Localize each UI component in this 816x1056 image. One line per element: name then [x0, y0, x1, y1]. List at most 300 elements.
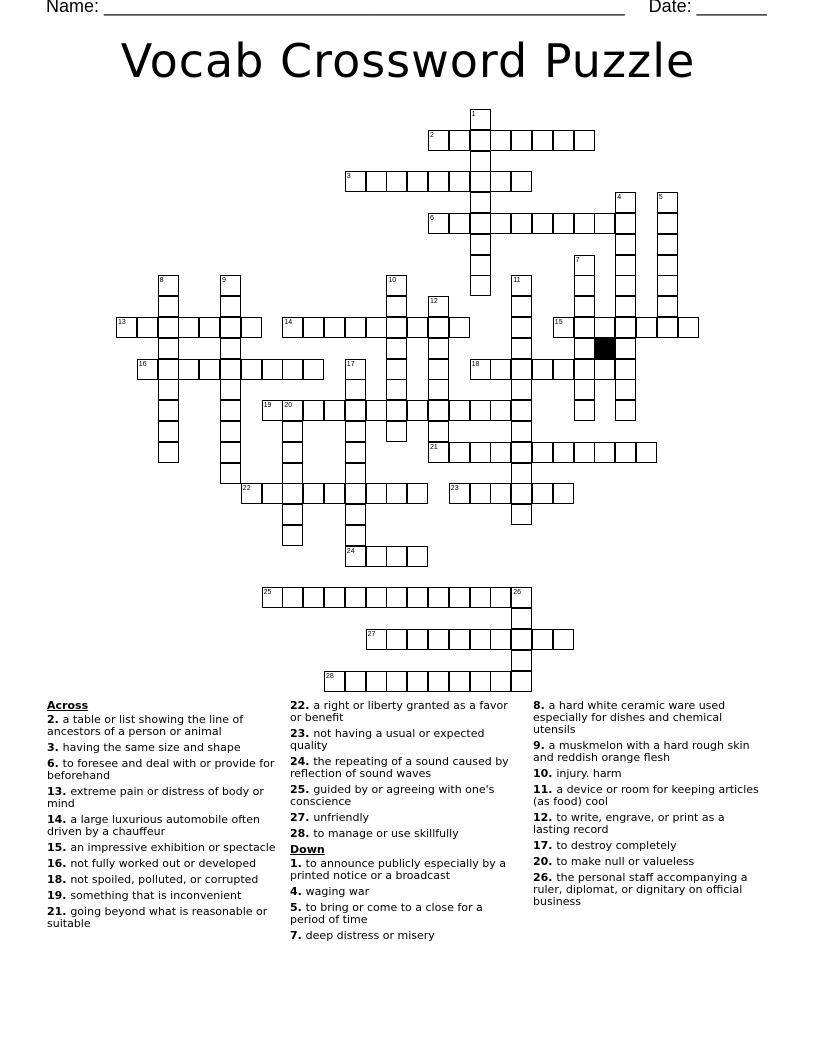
clue-text: a right or liberty granted as a favor or benefit — [290, 699, 508, 724]
grid-cell[interactable] — [220, 338, 241, 359]
grid-cell[interactable] — [303, 359, 324, 380]
grid-cell[interactable] — [345, 587, 366, 608]
grid-cell[interactable] — [386, 171, 407, 192]
grid-cell[interactable] — [324, 483, 345, 504]
grid-cell[interactable] — [470, 109, 491, 130]
clue-text: having the same size and shape — [62, 741, 241, 754]
grid-cell[interactable] — [386, 338, 407, 359]
grid-cell[interactable] — [657, 275, 678, 296]
grid-cell[interactable] — [657, 255, 678, 276]
clue-number: 24. — [290, 755, 314, 768]
clue-number: 25. — [290, 783, 314, 796]
grid-cell[interactable] — [449, 442, 470, 463]
grid-cell[interactable] — [470, 275, 491, 296]
clue-item — [290, 812, 520, 824]
grid-cell[interactable] — [220, 421, 241, 442]
clue-number-7: 7 — [575, 256, 580, 264]
grid-cell[interactable] — [449, 587, 470, 608]
grid-cell[interactable] — [345, 525, 366, 546]
clue-item — [290, 930, 520, 942]
grid-cell[interactable] — [574, 317, 595, 338]
grid-cell[interactable] — [511, 650, 532, 671]
grid-cell[interactable] — [490, 171, 511, 192]
grid-cell[interactable] — [594, 442, 615, 463]
grid-cell[interactable] — [324, 317, 345, 338]
grid-cell[interactable] — [345, 483, 366, 504]
grid-cell[interactable] — [470, 400, 491, 421]
grid-cell[interactable] — [615, 338, 636, 359]
grid-cell[interactable] — [386, 275, 407, 296]
grid-cell[interactable] — [366, 671, 387, 692]
grid-cell[interactable] — [386, 629, 407, 650]
grid-cell[interactable] — [116, 317, 137, 338]
grid-cell[interactable] — [657, 317, 678, 338]
grid-cell[interactable] — [657, 296, 678, 317]
clue-number: 13. — [47, 785, 71, 798]
grid-cell[interactable] — [386, 421, 407, 442]
grid-cell[interactable] — [511, 338, 532, 359]
grid-cell[interactable] — [220, 275, 241, 296]
grid-cell[interactable] — [345, 463, 366, 484]
clue-item — [290, 784, 520, 808]
grid-cell[interactable] — [158, 296, 179, 317]
grid-cell[interactable] — [657, 234, 678, 255]
grid-cell[interactable] — [407, 587, 428, 608]
grid-cell[interactable] — [282, 463, 303, 484]
clue-number-9: 9 — [222, 277, 226, 285]
grid-cell[interactable] — [282, 483, 303, 504]
grid-cell[interactable] — [511, 442, 532, 463]
grid-cell[interactable] — [220, 359, 241, 380]
grid-cell[interactable] — [636, 442, 657, 463]
grid-cell[interactable] — [574, 296, 595, 317]
grid-cell[interactable] — [282, 317, 303, 338]
grid-cell[interactable] — [511, 421, 532, 442]
grid-cell[interactable] — [220, 317, 241, 338]
grid-cell[interactable] — [511, 379, 532, 400]
grid-cell[interactable] — [532, 483, 553, 504]
clue-number: 16. — [47, 857, 71, 870]
clue-text: to make null or valueless — [556, 855, 695, 868]
grid-cell[interactable] — [574, 130, 595, 151]
grid-cell[interactable] — [386, 483, 407, 504]
grid-cell[interactable] — [470, 442, 491, 463]
grid-cell[interactable] — [386, 379, 407, 400]
grid-cell[interactable] — [615, 317, 636, 338]
date-label: Date: — [648, 0, 692, 16]
clue-text: unfriendly — [313, 811, 370, 824]
grid-cell[interactable] — [220, 442, 241, 463]
grid-cell[interactable] — [553, 130, 574, 151]
grid-cell[interactable] — [158, 400, 179, 421]
grid-cell[interactable] — [428, 359, 449, 380]
clue-number-21: 21 — [430, 443, 438, 451]
grid-cell[interactable] — [366, 587, 387, 608]
grid-cell[interactable] — [345, 442, 366, 463]
clue-number: 7. — [290, 929, 306, 942]
grid-cell[interactable] — [324, 400, 345, 421]
clue-text: not having a usual or expected quality — [290, 727, 485, 752]
grid-cell[interactable] — [511, 275, 532, 296]
clue-number-1: 1 — [471, 111, 476, 118]
grid-cell[interactable] — [490, 442, 511, 463]
grid-cell[interactable] — [220, 296, 241, 317]
grid-cell[interactable] — [470, 171, 491, 192]
clue-number-20: 20 — [284, 402, 293, 410]
grid-cell[interactable] — [158, 317, 179, 338]
clue-number-22: 22 — [242, 485, 251, 493]
grid-cell[interactable] — [428, 296, 449, 317]
clue-number: 28. — [290, 827, 314, 840]
grid-cell[interactable] — [345, 400, 366, 421]
clue-text: the personal staff accompanying a ruler, diplomat, or dignitary on official business — [533, 871, 748, 908]
clue-number-3: 3 — [346, 173, 351, 181]
grid-cell[interactable] — [511, 608, 532, 629]
grid-cell[interactable] — [199, 359, 220, 380]
clue-text: the repeating of a sound caused by reflection of sound waves — [290, 755, 509, 780]
grid-cell[interactable] — [428, 629, 449, 650]
clue-number: 23. — [290, 727, 314, 740]
clue-text: extreme pain or distress of body or mind — [47, 785, 264, 810]
grid-cell[interactable] — [303, 400, 324, 421]
clue-text: not fully worked out or developed — [70, 857, 257, 870]
clue-number: 22. — [290, 699, 314, 712]
grid-cell[interactable] — [574, 379, 595, 400]
grid-cell[interactable] — [386, 317, 407, 338]
clue-number: 12. — [533, 811, 557, 824]
clue-text: waging war — [305, 885, 370, 898]
clue-number: 27. — [290, 811, 314, 824]
clue-number: 11. — [533, 783, 557, 796]
clue-number: 26. — [533, 871, 557, 884]
grid-cell[interactable] — [366, 546, 387, 567]
grid-cell[interactable] — [220, 400, 241, 421]
grid-cell[interactable] — [490, 483, 511, 504]
grid-cell[interactable] — [553, 317, 574, 338]
grid-cell[interactable] — [449, 400, 470, 421]
grid-cell[interactable] — [511, 587, 532, 608]
grid-cell[interactable] — [574, 255, 595, 276]
grid-cell[interactable] — [386, 400, 407, 421]
grid-cell[interactable] — [428, 130, 449, 151]
clue-item — [47, 906, 277, 930]
grid-cell[interactable] — [449, 483, 470, 504]
clue-item — [47, 786, 277, 810]
grid-cell[interactable] — [490, 213, 511, 234]
grid-cell[interactable] — [470, 483, 491, 504]
grid-cell[interactable] — [303, 317, 324, 338]
grid-cell[interactable] — [282, 504, 303, 525]
grid-cell[interactable] — [282, 400, 303, 421]
grid-cell[interactable] — [428, 379, 449, 400]
grid-cell[interactable] — [158, 275, 179, 296]
clue-item — [47, 714, 277, 738]
grid-cell[interactable] — [574, 442, 595, 463]
clue-number-28: 28 — [326, 672, 334, 680]
grid-cell[interactable] — [178, 317, 199, 338]
grid-cell[interactable] — [511, 213, 532, 234]
clues-column-3 — [533, 700, 763, 912]
clue-text: a large luxurious automobile often driven by a chauffeur — [47, 813, 260, 838]
clue-number-14: 14 — [284, 319, 293, 326]
grid-cell[interactable] — [511, 130, 532, 151]
grid-cell[interactable] — [532, 130, 553, 151]
grid-cell[interactable] — [657, 192, 678, 213]
grid-cell[interactable] — [511, 483, 532, 504]
grid-cell[interactable] — [178, 359, 199, 380]
grid-cell[interactable] — [220, 463, 241, 484]
grid-cell[interactable] — [615, 213, 636, 234]
grid-cell[interactable] — [490, 400, 511, 421]
grid-cell[interactable] — [532, 213, 553, 234]
clue-text: to announce publicly especially by a printed notice or a broadcast — [290, 857, 506, 882]
clue-number: 19. — [47, 889, 71, 902]
grid-cell[interactable] — [407, 629, 428, 650]
grid-cell[interactable] — [615, 192, 636, 213]
clue-number-15: 15 — [554, 319, 563, 326]
grid-cell[interactable] — [137, 359, 158, 380]
clue-item — [290, 756, 520, 780]
grid-cell[interactable] — [470, 130, 491, 151]
grid-cell[interactable] — [324, 587, 345, 608]
clue-number-6: 6 — [430, 215, 434, 222]
grid-cell[interactable] — [449, 213, 470, 234]
clue-number-4: 4 — [617, 194, 622, 202]
grid-cell[interactable] — [615, 359, 636, 380]
grid-cell[interactable] — [532, 359, 553, 380]
grid-cell[interactable] — [470, 629, 491, 650]
clue-text: deep distress or misery — [305, 929, 435, 942]
grid-cell[interactable] — [449, 171, 470, 192]
grid-cell[interactable] — [470, 213, 491, 234]
grid-cell[interactable] — [345, 421, 366, 442]
clue-item — [533, 700, 763, 736]
grid-cell[interactable] — [303, 483, 324, 504]
grid-cell[interactable] — [636, 317, 657, 338]
clue-number: 8. — [533, 699, 549, 712]
grid-cell[interactable] — [678, 317, 699, 338]
clue-text: to manage or use skillfully — [313, 827, 459, 840]
grid-cell[interactable] — [615, 379, 636, 400]
grid-cell[interactable] — [511, 171, 532, 192]
grid-cell[interactable] — [553, 483, 574, 504]
grid-cell[interactable] — [615, 234, 636, 255]
grid-cell[interactable] — [324, 671, 345, 692]
grid-cell[interactable] — [553, 442, 574, 463]
grid-cell[interactable] — [449, 671, 470, 692]
grid-cell[interactable] — [470, 192, 491, 213]
grid-cell[interactable] — [345, 671, 366, 692]
grid-cell[interactable] — [241, 483, 262, 504]
grid-cell[interactable] — [615, 442, 636, 463]
grid-cell[interactable] — [428, 171, 449, 192]
clue-item — [290, 828, 520, 840]
clue-item — [533, 740, 763, 764]
grid-cell[interactable] — [470, 359, 491, 380]
grid-cell[interactable] — [511, 463, 532, 484]
grid-cell[interactable] — [594, 213, 615, 234]
grid-cell[interactable] — [553, 629, 574, 650]
grid-cell[interactable] — [366, 629, 387, 650]
grid-cell[interactable] — [220, 379, 241, 400]
grid-cell[interactable] — [574, 275, 595, 296]
clue-number-8: 8 — [159, 277, 164, 285]
grid-cell[interactable] — [366, 483, 387, 504]
grid-cell[interactable] — [511, 629, 532, 650]
grid-cell[interactable] — [345, 379, 366, 400]
clue-text: to bring or come to a close for a period of time — [290, 901, 483, 926]
grid-cell[interactable] — [511, 359, 532, 380]
grid-cell[interactable] — [428, 587, 449, 608]
grid-cell[interactable] — [449, 629, 470, 650]
grid-cell[interactable] — [574, 213, 595, 234]
clue-number-2: 2 — [430, 131, 434, 139]
grid-cell[interactable] — [574, 338, 595, 359]
grid-cell[interactable] — [428, 421, 449, 442]
grid-cell[interactable] — [449, 130, 470, 151]
grid-cell[interactable] — [407, 671, 428, 692]
grid-cell[interactable] — [470, 234, 491, 255]
grid-cell[interactable] — [490, 629, 511, 650]
grid-cell[interactable] — [158, 442, 179, 463]
clue-item — [47, 758, 277, 782]
grid-cell[interactable] — [345, 359, 366, 380]
clue-item — [47, 814, 277, 838]
grid-cell[interactable] — [137, 317, 158, 338]
grid-cell[interactable] — [490, 359, 511, 380]
grid-cell[interactable] — [282, 359, 303, 380]
grid-cell[interactable] — [553, 213, 574, 234]
grid-cell[interactable] — [470, 587, 491, 608]
grid-cell[interactable] — [345, 171, 366, 192]
grid-cell[interactable] — [241, 317, 262, 338]
grid-cell[interactable] — [158, 421, 179, 442]
grid-cell[interactable] — [407, 317, 428, 338]
grid-cell[interactable] — [511, 504, 532, 525]
grid-cell[interactable] — [470, 151, 491, 172]
grid-cell[interactable] — [470, 255, 491, 276]
clues-heading-down: Down — [290, 843, 325, 856]
clue-number: 1. — [290, 857, 306, 870]
grid-cell[interactable] — [386, 587, 407, 608]
grid-cell[interactable] — [282, 442, 303, 463]
grid-cell[interactable] — [282, 587, 303, 608]
clue-number: 5. — [290, 901, 306, 914]
grid-cell[interactable] — [345, 546, 366, 567]
clues-column-1 — [47, 700, 277, 934]
clue-item — [290, 902, 520, 926]
grid-cell[interactable] — [199, 317, 220, 338]
grid-cell[interactable] — [345, 504, 366, 525]
grid-cell[interactable] — [511, 400, 532, 421]
grid-cell[interactable] — [615, 255, 636, 276]
grid-cell[interactable] — [262, 483, 283, 504]
grid-cell[interactable] — [594, 359, 615, 380]
clue-item — [533, 768, 763, 780]
grid-cell[interactable] — [366, 317, 387, 338]
grid-cell[interactable] — [158, 379, 179, 400]
clue-number: 14. — [47, 813, 71, 826]
grid-cell[interactable] — [262, 587, 283, 608]
grid-cell[interactable] — [428, 213, 449, 234]
clue-number: 9. — [533, 739, 549, 752]
grid-cell[interactable] — [470, 671, 491, 692]
clue-text: a table or list showing the line of ancestors of a person or animal — [47, 713, 244, 738]
clue-number-12: 12 — [430, 298, 438, 306]
clue-text: an impressive exhibition or spectacle — [70, 841, 276, 854]
clue-number: 21. — [47, 905, 71, 918]
grid-cell[interactable] — [449, 317, 470, 338]
grid-cell[interactable] — [366, 171, 387, 192]
grid-cell[interactable] — [615, 400, 636, 421]
grid-cell[interactable] — [490, 671, 511, 692]
clue-number-23: 23 — [450, 485, 459, 493]
grid-cell[interactable] — [490, 587, 511, 608]
grid-cell[interactable] — [594, 317, 615, 338]
grid-cell[interactable] — [386, 296, 407, 317]
grid-cell[interactable] — [553, 359, 574, 380]
clue-number-26: 26 — [513, 589, 521, 597]
grid-cell[interactable] — [511, 317, 532, 338]
grid-cell[interactable] — [282, 525, 303, 546]
grid-cell[interactable] — [241, 359, 262, 380]
grid-cell[interactable] — [615, 275, 636, 296]
clue-item — [47, 842, 277, 854]
grid-cell[interactable] — [511, 671, 532, 692]
clue-number-5: 5 — [658, 194, 663, 202]
grid-cell[interactable] — [386, 359, 407, 380]
grid-cell[interactable] — [615, 296, 636, 317]
grid-cell[interactable] — [490, 130, 511, 151]
grid-cell[interactable] — [532, 629, 553, 650]
grid-cell[interactable] — [407, 400, 428, 421]
grid-cell[interactable] — [574, 359, 595, 380]
name-label: Name: — [46, 0, 100, 16]
grid-cell[interactable] — [366, 400, 387, 421]
grid-cell[interactable] — [532, 442, 553, 463]
grid-cell[interactable] — [262, 400, 283, 421]
grid-cell[interactable] — [428, 671, 449, 692]
clue-item — [290, 700, 520, 724]
clue-number-11: 11 — [513, 277, 521, 285]
grid-cell[interactable] — [262, 359, 283, 380]
grid-cell[interactable] — [158, 359, 179, 380]
clue-text: to destroy completely — [556, 839, 677, 852]
grid-cell[interactable] — [407, 546, 428, 567]
grid-cell[interactable] — [428, 442, 449, 463]
grid-cell[interactable] — [511, 296, 532, 317]
grid-cell[interactable] — [386, 546, 407, 567]
grid-cell[interactable] — [386, 671, 407, 692]
grid-cell[interactable] — [407, 483, 428, 504]
grid-cell[interactable] — [428, 338, 449, 359]
date-line[interactable]: _______ — [696, 0, 767, 16]
clue-number: 20. — [533, 855, 557, 868]
grid-cell[interactable] — [428, 317, 449, 338]
name-line[interactable]: ____________________________________________________ — [104, 0, 625, 16]
clue-item — [47, 742, 277, 754]
grid-cell[interactable] — [574, 400, 595, 421]
clue-text: injury. harm — [556, 767, 622, 780]
grid-cell[interactable] — [428, 400, 449, 421]
grid-cell[interactable] — [282, 421, 303, 442]
grid-cell[interactable] — [407, 171, 428, 192]
grid-cell[interactable] — [657, 213, 678, 234]
grid-cell[interactable] — [303, 587, 324, 608]
grid-cell[interactable] — [158, 338, 179, 359]
clue-number-19: 19 — [263, 402, 272, 410]
grid-cell[interactable] — [345, 317, 366, 338]
